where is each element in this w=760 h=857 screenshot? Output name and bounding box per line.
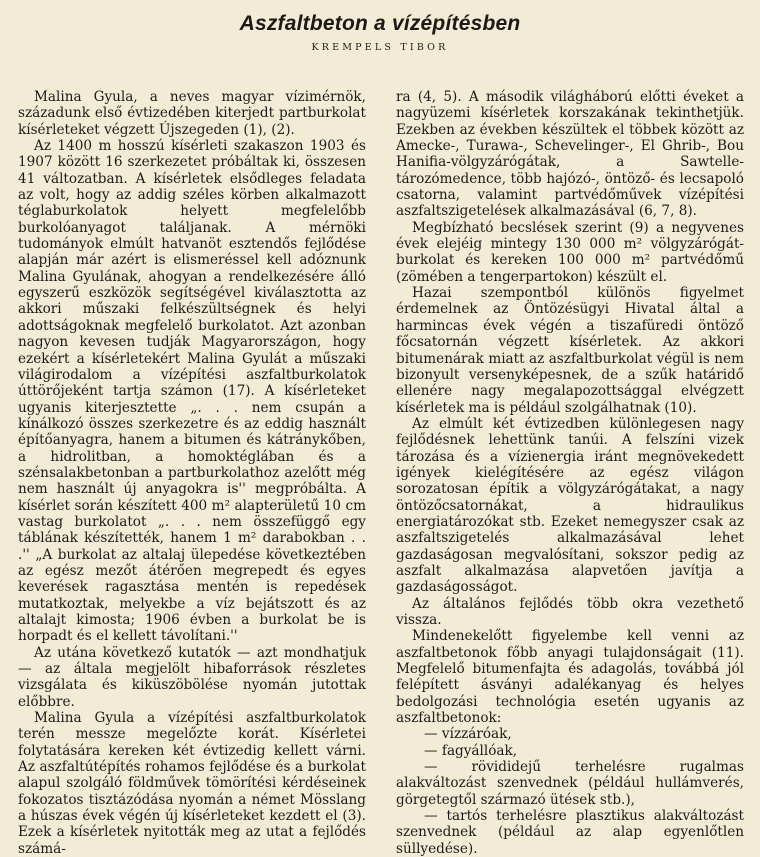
left-column (18, 89, 366, 857)
paragraph: Hazai szempontból különös figyelmet érdemelnek az Öntözésügyi Hivatal által a harmincas évek végén a tiszafüredi öntöző főcsatornán végzett kísérletek. Az akkori bitumenárak miatt az aszfaltburkolat végül is nem bizonyult versenyképesnek, de a szűk határidő ellenére nagy megalapozottsággal elvégzett kísérletek ma is például szolgálhatnak (10). (396, 285, 744, 416)
paragraph: ra (4, 5). A második világháború előtti éveket a nagyüzemi kísérletek korszakának tekinthetjük. Ezekben az években készültek el többek között az Amecke-, Turawa-, Schevelinger-, El Ghrib-, Bou Hanifia-völgyzárógátak, a Sawtelle-tározómedence, több hajózó-, öntöző- és lecsapoló csatorna, valamint partvédőművek vízépítési aszfaltszigetelések alkalmazásával (6, 7, 8). (396, 89, 744, 220)
paragraph: Malina Gyula, a neves magyar vízimérnök, századunk első évtizedében kiterjedt partburkolat kísérleteket végzett Újszegeden (1), (2). (18, 89, 366, 138)
article-title: Aszfaltbeton a vízépítésben (239, 12, 521, 35)
paragraph: Az elmúlt két évtizedben különlegesen nagy fejlődésnek lehettünk tanúi. A felszíni vizek tározása és a vízienergia iránt megnövekedett igények kielégítésére az egész világon sorozatosan építik a völgyzárógátakat, a nagy öntözőcsatornákat, a hidraulikus energiatározókat stb. Ezeket nemegyszer csak az aszfaltszigetelés alkalmazásával lehet gazdaságosan megvalósítani, sokszor pedig az aszfalt alkalmazása alapvetően javítja a gazdaságosságot. (396, 415, 744, 596)
paragraph: Malina Gyula a vízépítési aszfaltburkolatok terén messze megelőzte korát. Kísérletei folytatására kereken két évtizedig kellett várni. Az aszfaltútépítés rohamos fejlődése és a burkolat alapul szolgáló földművek tömörítési kérdéseinek fokozatos tisztázódása nyomán a német Mösslang a húszas évek végén új kísérleteket kezdett el (3). Ezek a kísérletek nyitották meg az utat a fejlődés számá- (18, 710, 366, 857)
paragraph: Az 1400 m hosszú kísérleti szakaszon 1903 és 1907 között 16 szerkezetet próbáltak ki, összesen 41 változatban. A kísérletek elsődleges feladata az volt, hogy az addig széles körben alkalmazott téglaburkolatok helyett megfelelőbb burkolóanyagot találjanak. A mérnöki tudományok elmúlt hatvanöt esztendős fejlődése alapján már azért is elismeréssel kell adóznunk Malina Gyulának, ahogyan a rendelkezésére álló egyszerű eszközök segítségével kiválasztotta az akkori műszaki felkészültségnek és helyi adottságoknak megfelelő burkolatot. Azt azonban nagyon kevesen tudják Magyarországon, hogy ezekért a kísérletekért Malina Gyulát a műszaki világirodalom a vízépítési aszfaltburkolatok úttörőjeként tartja számon (17). A kísérleteket ugyanis kiterjesztette „. . . nem csupán a kínálkozó összes szerkezetre és az eddig használt építőanyagra, hanem a bitumen és kátránykőben, a hidrolitban, a homoktéglában és a szénsalakbetonban a partburkolathoz azelőtt még nem használt új anyagokra is'' megpróbálta. A kísérlet során készített 400 m² alapterületű 10 cm vastag burkolatot „. . . nem összefüggő egy táblának készítették, hanem 1 m² darabokban . . .'' „A burkolat az altalaj ülepedése következtében az egész mezőt átérően megrepedt és egyes keverések ragasztása mentén is repedések mutatkoztak, melyekbe a víz bejátszott és az altalajt kimosta; 1906 évben a burkolat be is horpadt és el kellett távolítani.'' (18, 138, 366, 645)
paragraph: Mindenekelőtt figyelembe kell venni az aszfaltbetonok főbb anyagi tulajdonságait (11). Megfelelő bitumenfajta és adagolás, továbbá jól felépített ásványi adalékanyag és helyes bedolgozási technológia esetén ugyanis az aszfaltbetonok: (396, 628, 744, 727)
list-item: — vízzáróak, (424, 726, 512, 743)
paragraph: Az általános fejlődés több okra vezethető vissza. (396, 595, 744, 628)
list-item: — tartós terhelésre plasztikus alakváltozást szenvednek (például az alap egyenlőtlen süllyedése). (396, 808, 744, 857)
paragraph: Az utána következő kutatók — azt mondhatjuk — az általa megjelölt hibaforrások részletes vizsgálata és kiküszöbölése nyomán jutottak előbbre. (18, 644, 366, 710)
article-author: KREMPELS TIBOR (311, 42, 449, 53)
list-item: — rövididejű terhelésre rugalmas alakváltozást szenvednek (például hullámverés, görgetegtől származó ütések stb.), (396, 759, 744, 808)
list-item: — fagyállóak, (424, 742, 518, 759)
paragraph: Megbízható becslések szerint (9) a negyvenes évek elejéig mintegy 130 000 m² völgyzárógát-burkolat és kereken 100 000 m² partvédőmű (zömében a tengerpartokon) készült el. (396, 219, 744, 285)
right-column (396, 89, 744, 857)
